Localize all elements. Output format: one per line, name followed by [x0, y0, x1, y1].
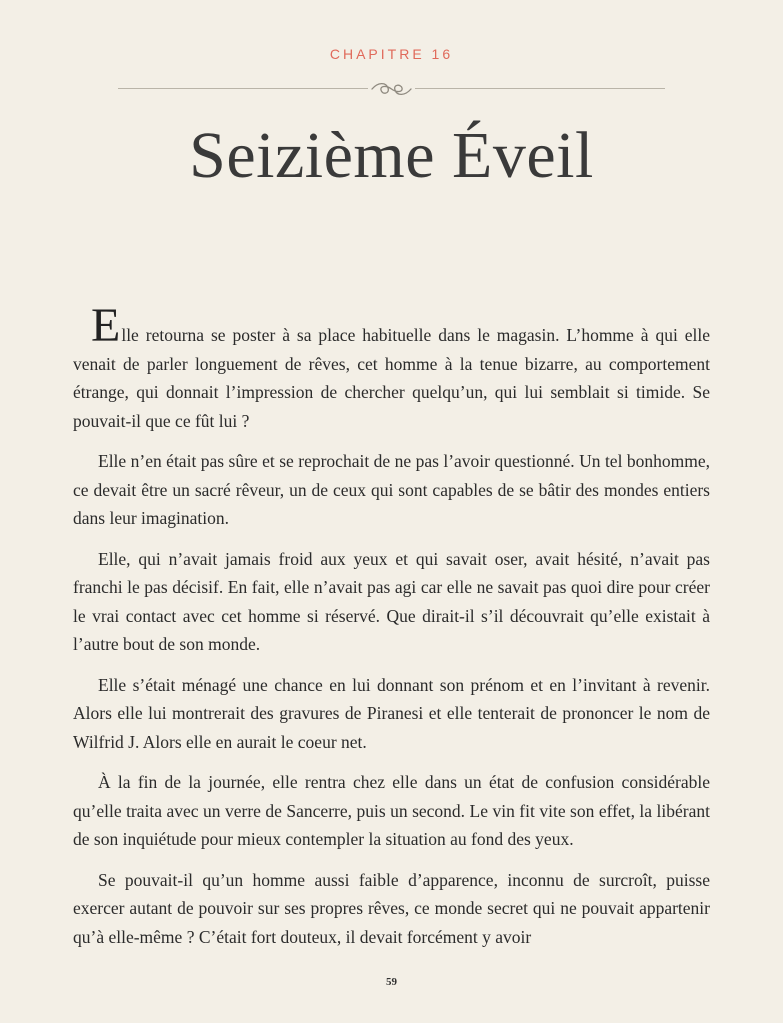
divider-line-left: [118, 88, 368, 89]
paragraph: À la fin de la journée, elle rentra chez elle dans un état de confusion considérable qu’elle traita avec un verre de Sancerre, puis un second. Le vin fit vite son effet, la libérant de son inquiétude pour mieux contempler la situation au fond des yeux.: [73, 772, 710, 849]
divider-line-right: [415, 88, 665, 89]
paragraph: Se pouvait-il qu’un homme aussi faible d’apparence, inconnu de surcroît, puisse exercer autant de pouvoir sur ses propres rêves, ce monde secret qui ne pouvait appartenir qu’à elle-même ? C’était fort douteux, il devait forcément y avoir: [73, 869, 710, 947]
flourish-ornament-icon: [368, 80, 415, 98]
chapter-body: [73, 299, 710, 963]
dropcap: E: [91, 299, 121, 352]
page-number: 59: [386, 976, 397, 988]
paragraph: Elle, qui n’avait jamais froid aux yeux et qui savait oser, avait hésité, n’avait pas franchi le pas décisif. En fait, elle n’avait pas agi car elle ne savait pas quoi dire pour créer le vrai contact avec cet homme si réservé. Que dirait-il s’il découvrait qu’elle existait à l’autre bout de son monde.: [73, 548, 710, 654]
first-paragraph: [73, 299, 710, 435]
chapter-divider: [118, 80, 665, 98]
chapter-label: CHAPITRE 16: [329, 46, 454, 62]
paragraph: Elle n’en était pas sûre et se reprochait de ne pas l’avoir questionné. Un tel bonhomme, ce devait être un sacré rêveur, un de ceux qui sont capables de se bâtir des mondes entiers dans leur imagination.: [73, 451, 710, 528]
chapter-title: Seizième Éveil: [189, 119, 594, 192]
paragraph: Elle s’était ménagé une chance en lui donnant son prénom et en l’invitant à revenir. Alors elle lui montrerait des gravures de Piranesi et elle tenterait de prononcer le nom de Wilfrid J. Alors elle en aurait le coeur net.: [73, 674, 710, 752]
first-paragraph-text: lle retourna se poster à sa place habituelle dans le magasin. L’homme à qui elle venait de parler longuement de rêves, cet homme à la tenue bizarre, au comportement étrange, qui donnait l’impression de chercher quelqu’un, qui lui semblait si timide. Se pouvait-il que ce fût lui ?: [73, 325, 710, 431]
